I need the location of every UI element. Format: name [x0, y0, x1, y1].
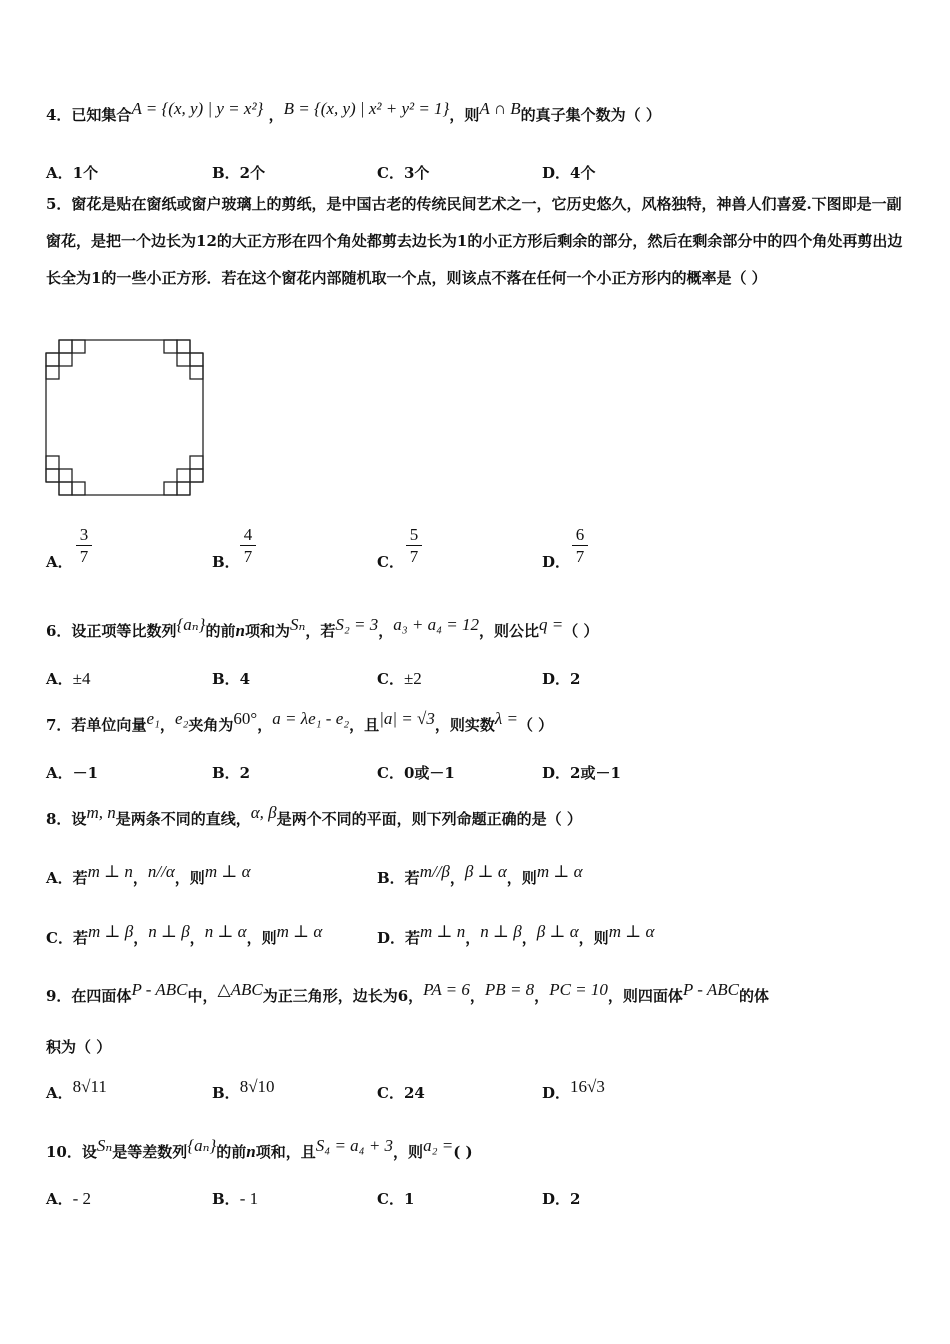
q6-option-d[interactable]: D．2 — [542, 670, 581, 688]
q9-option-c[interactable]: C．24 — [377, 1084, 425, 1102]
q7-option-b[interactable]: B．2 — [212, 764, 251, 782]
q8-option-d[interactable]: D．若m ⊥ n，n ⊥ β，β ⊥ α，则m ⊥ α — [377, 922, 655, 947]
q9-stem-line2: 积为（ ） — [46, 1038, 112, 1056]
q7-option-a[interactable]: A．－1 — [46, 764, 99, 782]
q10-option-a[interactable]: A．- 2 — [46, 1189, 92, 1208]
q6-stem: 6．设正项等比数列{aₙ}的前n项和为Sₙ，若S₂ = 3，a₃ + a₄ = 12，则公比q =（ ） — [46, 615, 599, 640]
q6-option-a[interactable]: A．±4 — [46, 669, 91, 688]
q8-stem: 8．设m, n是两条不同的直线，α, β是两个不同的平面，则下列命题正确的是（ ） — [46, 803, 582, 828]
q7-option-d[interactable]: D．2或－1 — [542, 764, 621, 782]
q5-option-b-fraction: $\frac{4}{7}$ — [240, 525, 256, 568]
q7-option-c[interactable]: C．0或－1 — [377, 764, 455, 782]
q9-option-b[interactable]: B．8√10 — [212, 1077, 275, 1102]
q4-stem: 4．已知集合A = {(x, y) | y = x²} ，B = {(x, y) | x² + y² = 1}，则A ∩ B的真子集个数为（ ） — [46, 99, 661, 124]
q10-stem: 10．设Sₙ是等差数列{aₙ}的前n项和，且S₄ = a₄ + 3，则a₂ =( ) — [46, 1136, 473, 1161]
q8-option-a[interactable]: A．若m ⊥ n，n//α，则m ⊥ α — [46, 862, 251, 887]
q10-option-c[interactable]: C．1 — [377, 1190, 415, 1208]
q10-option-d[interactable]: D．2 — [542, 1190, 581, 1208]
q5-option-d-fraction: $\frac{6}{7}$ — [572, 525, 588, 568]
q7-stem: 7．若单位向量e₁，e₂夹角为60°，a = λe₁ - e₂，且|a| = √3，则实数λ =（ ） — [46, 709, 554, 734]
q8-option-b[interactable]: B．若m//β，β ⊥ α，则m ⊥ α — [377, 862, 583, 887]
q5-option-d[interactable]: D． — [542, 553, 571, 571]
q9-stem-line1: 9．在四面体P - ABC中，△ABC为正三角形，边长为6，PA = 6，PB = 8，PC = 10，则四面体P - ABC的体 — [46, 980, 769, 1005]
q9-option-d[interactable]: D．16√3 — [542, 1077, 605, 1102]
q5-option-b[interactable]: B． — [212, 553, 240, 571]
q5-option-a[interactable]: A． — [46, 553, 73, 571]
q5-option-c-fraction: $\frac{5}{7}$ — [406, 525, 422, 568]
window-flower-figure — [44, 338, 208, 498]
q4-option-c[interactable]: C．3个 — [377, 164, 430, 182]
q5-stem: 5．窗花是贴在窗纸或窗户玻璃上的剪纸，是中国古老的传统民间艺术之一，它历史悠久，风格独特，神兽人们喜爱.下图即是一副窗花，是把一个边长为12的大正方形在四个角处都剪去边长为1的小正方形后剩余的部分，然后在剩余部分中的四个角处再剪出边长全为1的一些小正方形．若在这个窗花内部随机取一个点，则该点不落在任何一个小正方形内的概率是（ ） — [46, 195, 903, 287]
q6-option-c[interactable]: C．±2 — [377, 669, 422, 688]
q4-option-b[interactable]: B．2个 — [212, 164, 266, 182]
q8-option-c[interactable]: C．若m ⊥ β，n ⊥ β，n ⊥ α，则m ⊥ α — [46, 922, 323, 947]
q5-option-a-fraction: $\frac{3}{7}$ — [76, 525, 92, 568]
q5-option-c[interactable]: C． — [377, 553, 404, 571]
q6-option-b[interactable]: B．4 — [212, 670, 251, 688]
q10-option-b[interactable]: B．- 1 — [212, 1189, 259, 1208]
q9-option-a[interactable]: A．8√11 — [46, 1077, 107, 1102]
q4-option-a[interactable]: A．1个 — [46, 164, 99, 182]
q4-option-d[interactable]: D．4个 — [542, 164, 596, 182]
